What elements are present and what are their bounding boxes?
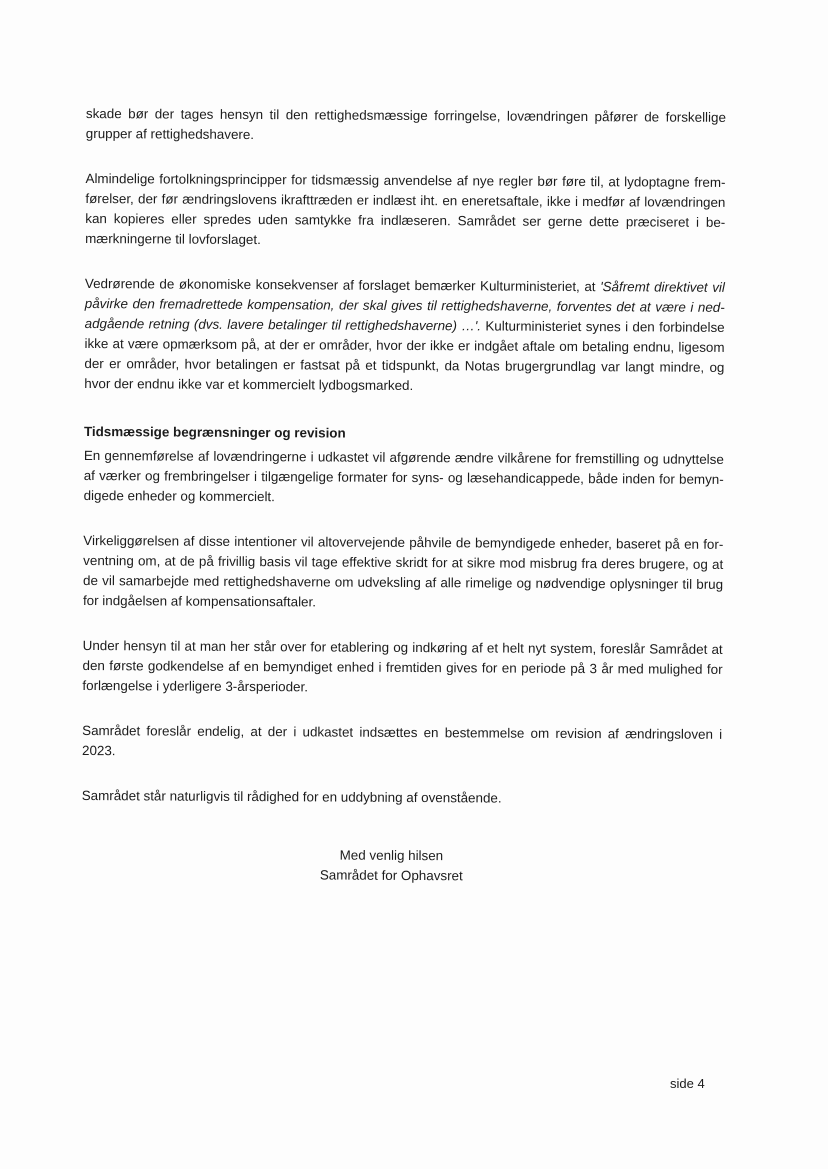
paragraph-revision-proposal: Samrådet foreslår endelig, at der i udkastet indsættes en bestemmelse om revision af ændringsloven i 2023. <box>82 722 723 759</box>
economic-text-end: Kulturministeriet synes i den forbindelse ikke at være opmærksom på, at der er områder, hvor der ikke er indgået aftale om betaling endnu, ligesom der er områder, hvor betalingen er fastsat på et tidspunkt, da Notas brugergrundlag var langt mindre, og hvor der endnu ikke var et kommercielt lydbogsmarked. <box>84 318 725 394</box>
section-heading: Tidsmæssige begrænsninger og revision <box>83 423 346 441</box>
paragraph-interpretation-principles: Almindelige fortolkningsprincipper for tidsmæssig anvendelse af nye regler bør føre til, at lydoptagne fremførelser, der før ændringslovens ikrafttræden er indlæst iht. en eneretsaftale, ikke i medfør af lovændringen kan kopieres eller spredes uden samtykke fra indlæseren. Samrådet ser gerne dette præciseret i bemærkningerne til lovforslaget. <box>85 170 726 248</box>
document-body <box>81 104 726 888</box>
ministry-quote: 'Såfremt direktivet vil påvirke den fremadrettede kompensation, der skal gives til rettighedshaverne, forventes det at være i nedadgående retning (dvs. lavere betalinger til rettighedshaverne) …'. <box>84 279 725 334</box>
paragraph-availability: Samrådet står naturligvis til rådighed for en uddybning af ovenstående. <box>81 787 502 806</box>
paragraph-economic-consequences <box>84 274 725 398</box>
economic-text-start: Vedrørende de økonomiske konsekvenser af forslaget bemærker Kulturministeriet, at <box>84 275 601 295</box>
paragraph-implementation: En gennemførelse af lovændringerne i udkastet vil afgørende ændre vilkårene for fremstilling og udnyttelse af værker og frembringelser i tilgængelige formater for syns- og læsehandicappede, både inden for bemyndigede enheder og kommercielt. <box>83 447 724 505</box>
closing-sender: Samrådet for Ophavsret <box>319 867 463 884</box>
paragraph-approval-period: Under hensyn til at man her står over for etablering og indkøring af et helt nyt system, foreslår Samrådet at den første godkendelse af en bemyndiget enhed i fremtiden gives for en periode på 3 år med mulighed for forlængelse i yderligere 3-årsperioder. <box>82 637 723 695</box>
closing-block <box>81 844 701 888</box>
closing-greeting: Med venlig hilsen <box>339 847 444 864</box>
paragraph-realization: Virkeliggørelsen af disse intentioner vil altovervejende påhvile de bemyndigede enheder, baseret på en forventning om, at de på frivillig basis vil tage effektive skridt for at sikre mod misbrug fra deres brugere, og at de vil samarbejde med rettighedshaverne om udveksling af alle rimelige og nødvendige oplysninger til brug for indgåelsen af kompensationsaftaler. <box>82 532 724 610</box>
paragraph-damage-consideration: skade bør der tages hensyn til den rettighedsmæssige forringelse, lovændringen påfører de forskellige grupper af rettighedshavere. <box>85 105 726 143</box>
page-number: side 4 <box>670 1076 705 1091</box>
